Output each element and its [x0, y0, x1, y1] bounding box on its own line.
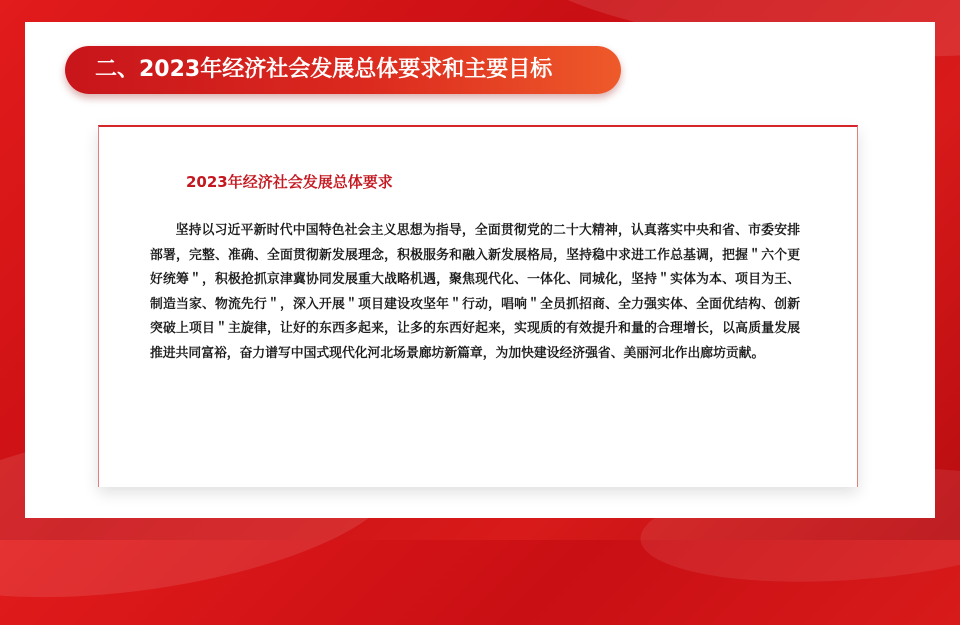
title-bar [65, 46, 621, 94]
slide-title: 二、2023年经济社会发展总体要求和主要目标 [95, 57, 553, 82]
body-paragraph: 坚持以习近平新时代中国特色社会主义思想为指导，全面贯彻党的二十大精神，认真落实中央和省、市委安排部署，完整、准确、全面贯彻新发展理念，积极服务和融入新发展格局，坚持稳中求进工作总基调，把握＂六个更好统筹＂，积极抢抓京津冀协同发展重大战略机遇，聚焦现代化、一体化、同城化，坚持＂实体为本、项目为王、制造当家、物流先行＂，深入开展＂项目建设攻坚年＂行动，唱响＂全员抓招商、全力强实体、全面优结构、创新突破上项目＂主旋律，让好的东西多起来，让多的东西好起来，实现质的有效提升和量的合理增长，以高质量发展推进共同富裕，奋力谱写中国式现代化河北场景廊坊新篇章，为加快建设经济强省、美丽河北作出廊坊贡献。 [150, 223, 800, 361]
section-heading: 2023年经济社会发展总体要求 [186, 173, 393, 191]
content-card [98, 125, 858, 487]
